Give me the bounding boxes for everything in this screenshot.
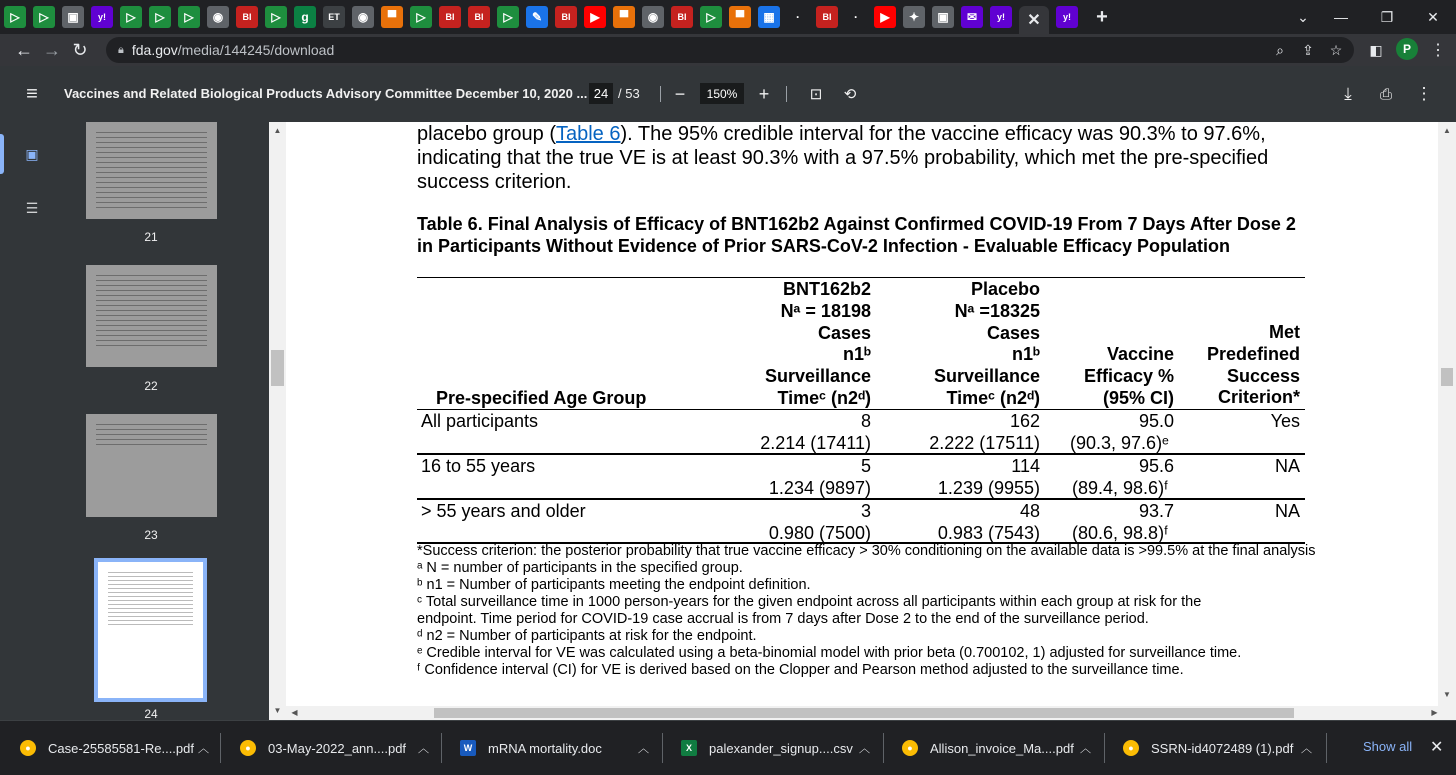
- tab-yahoo-icon[interactable]: y!: [990, 6, 1012, 28]
- pdf-more-icon[interactable]: ⋮: [1415, 84, 1433, 103]
- row-ci: (90.3, 97.6)ᵉ: [1070, 433, 1169, 453]
- row-ve: 95.6: [1138, 456, 1174, 476]
- chevron-up-icon[interactable]: ︿: [418, 743, 429, 755]
- header-plc-cases: Cases: [986, 322, 1040, 343]
- tab-bookmark-icon[interactable]: ▀: [613, 6, 635, 28]
- pdf-side-rail: [0, 122, 62, 720]
- row-met: NA: [1274, 456, 1300, 476]
- forward-icon[interactable]: →: [43, 39, 61, 60]
- tab-globe-icon[interactable]: ◉: [642, 6, 664, 28]
- row-bnt-cases: 5: [860, 456, 871, 476]
- row-plc-cases: 114: [1011, 456, 1040, 476]
- document-scrollbar[interactable]: [1438, 122, 1456, 706]
- header-met-1: Met: [1269, 322, 1300, 342]
- header-bnt-cases: Cases: [817, 322, 871, 343]
- header-bnt-time: Timeᶜ (n2ᵈ): [777, 387, 871, 408]
- header-age-group: Pre-specified Age Group: [436, 388, 647, 408]
- download-filename: Case-25585581-Re....pdf: [48, 740, 194, 756]
- new-tab-button[interactable]: +: [1096, 5, 1108, 28]
- intro-suffix: ). The 95% credible interval for the vaccine efficacy was 90.3% to 97.6%, indicating that the true VE is at least 90.3% with a 97.5% probability, which met the pre-specified success criterion.: [417, 123, 1269, 193]
- header-placebo: [904, 279, 1040, 410]
- download-shelf: [0, 720, 1456, 774]
- tab-strip: [0, 0, 1456, 34]
- row-group: All participants: [421, 411, 539, 431]
- profile-avatar[interactable]: P: [1396, 38, 1418, 60]
- download-filename: mRNA mortality.doc: [488, 740, 602, 756]
- pdf-page: [286, 122, 1438, 706]
- chevron-up-icon[interactable]: ︿: [1080, 743, 1091, 755]
- pdf-file-icon: ●: [240, 740, 256, 756]
- minimize-icon[interactable]: —: [1334, 9, 1348, 25]
- header-met-3: Success: [1226, 365, 1300, 386]
- toolbar-divider: [786, 86, 787, 102]
- lock-icon: 🔒︎: [118, 43, 124, 56]
- shelf-divider: [441, 733, 442, 763]
- print-icon[interactable]: ⎙: [1379, 85, 1392, 103]
- tab-bookmark-icon[interactable]: ▀: [729, 6, 751, 28]
- zoom-out-icon[interactable]: −: [674, 83, 686, 104]
- header-ve-1: Vaccine: [1106, 344, 1174, 364]
- tab-blank-icon[interactable]: ·: [845, 6, 867, 28]
- active-tab-close-icon[interactable]: ✕: [1019, 6, 1049, 34]
- url-host: fda.gov: [131, 42, 178, 58]
- side-panel-icon[interactable]: ◧: [1369, 41, 1383, 58]
- thumbnail-scrollbar[interactable]: [269, 122, 286, 720]
- footnote: *Success criterion: the posterior probability that true vaccine efficacy > 30% conditioning on the available data is >99.5% at the final analysis: [417, 543, 1316, 559]
- zoom-level-input[interactable]: 150%: [700, 83, 744, 104]
- outline-view-icon[interactable]: ☰: [25, 199, 39, 216]
- download-item[interactable]: [20, 721, 209, 775]
- download-filename: palexander_signup....csv: [709, 740, 853, 756]
- tab-globe-icon[interactable]: ◉: [207, 6, 229, 28]
- excel-file-icon: X: [681, 740, 697, 756]
- tab-g-icon[interactable]: g: [294, 6, 316, 28]
- row-bnt-cases: 3: [860, 501, 871, 521]
- table-caption: Table 6. Final Analysis of Efficacy of BNT162b2 Against Confirmed COVID-19 From 7 Days After Dose 2 in Participants Without Evidence of Prior SARS-CoV-2 Infection - Evaluable Efficacy Population: [417, 214, 1296, 256]
- download-filename: 03-May-2022_ann....pdf: [268, 740, 407, 756]
- row-ve: 93.7: [1138, 501, 1174, 521]
- pdf-file-icon: ●: [902, 740, 918, 756]
- tab-play-icon[interactable]: ▷: [4, 6, 26, 28]
- browser-toolbar: [0, 34, 1456, 66]
- thumbnail-label: 24: [144, 707, 158, 720]
- chevron-up-icon[interactable]: ︿: [1301, 743, 1312, 755]
- tab-youtube-icon[interactable]: ▶: [584, 6, 606, 28]
- thumbnail-page[interactable]: [86, 122, 217, 219]
- chevron-up-icon[interactable]: ︿: [859, 743, 870, 755]
- fit-page-icon[interactable]: ⊡: [809, 86, 823, 103]
- header-bnt: [735, 279, 871, 410]
- header-plc-n1: n1ᵇ: [1011, 344, 1040, 365]
- download-item[interactable]: [1123, 721, 1312, 775]
- chevron-up-icon[interactable]: ︿: [198, 743, 209, 755]
- close-window-icon[interactable]: ✕: [1427, 8, 1439, 25]
- intro-paragraph: [417, 122, 1317, 194]
- rotate-icon[interactable]: ⟲: [843, 86, 857, 103]
- share-icon[interactable]: ⇪: [1302, 41, 1314, 58]
- tab-yahoo-icon[interactable]: y!: [1056, 6, 1078, 28]
- tab-cup-icon[interactable]: ▦: [758, 6, 780, 28]
- tab-bi-icon[interactable]: BI: [816, 6, 838, 28]
- shelf-divider: [662, 733, 663, 763]
- tab-bi-icon[interactable]: BI: [555, 6, 577, 28]
- row-ci: (80.6, 98.8)ᶠ: [1072, 523, 1169, 543]
- scroll-down-arrow-icon[interactable]: ▼: [1443, 690, 1451, 699]
- tab-character-icon[interactable]: ✦: [903, 6, 925, 28]
- footnote: ᵈ n2 = Number of participants at risk for the endpoint.: [417, 628, 757, 644]
- scroll-up-arrow-icon[interactable]: ▲: [1443, 126, 1451, 135]
- toolbar-divider: [660, 86, 661, 102]
- thumbnail-page[interactable]: [86, 414, 217, 517]
- pdf-file-icon: ●: [20, 740, 36, 756]
- tab-play-icon[interactable]: ▷: [700, 6, 722, 28]
- reload-icon[interactable]: ↻: [72, 39, 88, 60]
- row-ve: 95.0: [1138, 411, 1174, 431]
- thumbnail-label: 23: [144, 528, 158, 542]
- page-total: / 53: [618, 86, 640, 101]
- close-shelf-icon[interactable]: ✕: [1430, 739, 1444, 756]
- chevron-up-icon[interactable]: ︿: [638, 743, 649, 755]
- row-plc-time: 0.983 (7543): [937, 523, 1040, 543]
- header-bnt-n: Nᵃ = 18198: [780, 300, 871, 321]
- word-file-icon: W: [460, 740, 476, 756]
- thumbnail-view-icon[interactable]: ▣: [25, 145, 39, 162]
- row-plc-time: 2.222 (17511): [929, 433, 1040, 453]
- tab-bi-icon[interactable]: BI: [671, 6, 693, 28]
- page-number-input[interactable]: 24: [589, 83, 613, 104]
- download-icon[interactable]: ⤓: [1344, 84, 1352, 103]
- table-top-rule: [417, 277, 1305, 278]
- browser-menu-icon[interactable]: ⋮: [1430, 42, 1446, 59]
- tab-bi-icon[interactable]: BI: [236, 6, 258, 28]
- restore-icon[interactable]: ❐: [1380, 8, 1394, 25]
- row-met: NA: [1274, 501, 1300, 521]
- row-bnt-cases: 8: [860, 411, 871, 431]
- pdf-toolbar: [0, 66, 1456, 122]
- row-group: > 55 years and older: [421, 501, 586, 521]
- tab-play-icon[interactable]: ▷: [497, 6, 519, 28]
- tab-play-icon[interactable]: ▷: [120, 6, 142, 28]
- thumbnail-pane: [62, 122, 269, 720]
- scroll-left-arrow-icon[interactable]: ◀: [291, 708, 298, 717]
- zoom-icon[interactable]: ⌕: [1276, 41, 1284, 58]
- header-bnt-name: BNT162b2: [782, 279, 871, 299]
- tab-play-icon[interactable]: ▷: [178, 6, 200, 28]
- thumbnail-page-current[interactable]: [94, 558, 207, 702]
- address-bar[interactable]: [106, 37, 1354, 63]
- thumbnail-page[interactable]: [86, 265, 217, 367]
- header-ve-2: Efficacy %: [1083, 365, 1174, 386]
- thumbnail-label: 21: [144, 230, 158, 244]
- shelf-divider: [883, 733, 884, 763]
- footnote: ᶠ Confidence interval (CI) for VE is derived based on the Clopper and Pearson method adjusted to the surveillance time.: [417, 662, 1184, 678]
- tab-play-icon[interactable]: ▷: [410, 6, 432, 28]
- show-all-button[interactable]: Show all: [1363, 739, 1413, 754]
- download-item[interactable]: [240, 721, 429, 775]
- tab-bi-icon[interactable]: BI: [439, 6, 461, 28]
- download-filename: SSRN-id4072489 (1).pdf: [1151, 740, 1294, 756]
- horizontal-scrollbar[interactable]: [286, 706, 1456, 720]
- download-filename: Allison_invoice_Ma....pdf: [930, 740, 1074, 756]
- thumbnail-label: 22: [144, 379, 158, 393]
- header-met-4: Criterion*: [1217, 387, 1300, 408]
- scroll-up-arrow-icon[interactable]: ▲: [273, 126, 282, 135]
- header-plc-time: Timeᶜ (n2ᵈ): [946, 387, 1040, 408]
- tab-play-icon[interactable]: ▷: [149, 6, 171, 28]
- row-ci: (89.4, 98.6)ᶠ: [1072, 478, 1169, 498]
- tab-play-icon[interactable]: ▷: [265, 6, 287, 28]
- url-path: /media/144245/download: [177, 42, 335, 58]
- scrollbar-thumb[interactable]: [271, 350, 284, 386]
- shelf-divider: [1104, 733, 1105, 763]
- pdf-file-icon: ●: [1123, 740, 1139, 756]
- bookmark-star-icon[interactable]: ☆: [1329, 41, 1343, 58]
- tab-mail-icon[interactable]: ▣: [62, 6, 84, 28]
- row-bnt-time: 1.234 (9897): [768, 478, 871, 498]
- tab-globe-icon[interactable]: ◉: [352, 6, 374, 28]
- back-icon[interactable]: ←: [15, 39, 33, 60]
- shelf-divider: [220, 733, 221, 763]
- download-item[interactable]: [902, 721, 1091, 775]
- footnote: ᵇ n1 = Number of participants meeting the endpoint definition.: [417, 577, 811, 593]
- tab-yahoo-mail-icon[interactable]: ✉: [961, 6, 983, 28]
- row-met: Yes: [1270, 411, 1300, 431]
- row-bnt-time: 0.980 (7500): [768, 523, 871, 543]
- shelf-divider: [1326, 733, 1327, 763]
- row-plc-time: 1.239 (9955): [937, 478, 1040, 498]
- hamburger-menu-icon[interactable]: ≡: [26, 82, 38, 105]
- footnote: ᵉ Credible interval for VE was calculated using a beta-binomial model with prior beta (0.700102, 1) adjusted for surveillance time.: [417, 645, 1242, 661]
- footnote: ᶜ Total surveillance time in 1000 person-years for the given endpoint across all participants within each group at risk for the endpoint. Time period for COVID-19 case accrual is from 7 days after Dose 2 to the end of the surveillance period.: [417, 594, 1202, 627]
- tab-et-icon[interactable]: ET: [323, 6, 345, 28]
- scrollbar-thumb[interactable]: [1441, 368, 1453, 386]
- zoom-in-icon[interactable]: +: [758, 83, 770, 104]
- header-bnt-surv: Surveillance: [764, 366, 871, 387]
- header-met: [1170, 322, 1300, 409]
- footnotes: [417, 543, 1317, 679]
- header-plc-n: Nᵃ =18325: [954, 300, 1040, 321]
- intro-prefix: placebo group (: [417, 123, 556, 145]
- header-bnt-n1: n1ᵇ: [842, 344, 871, 365]
- rail-selection-indicator: [0, 134, 4, 174]
- tab-yahoo-icon[interactable]: y!: [91, 6, 113, 28]
- row-plc-cases: 162: [1009, 411, 1040, 431]
- tab-bookmark-icon[interactable]: ▀: [381, 6, 403, 28]
- tab-youtube-icon[interactable]: ▶: [874, 6, 896, 28]
- row-plc-cases: 48: [1019, 501, 1040, 521]
- pdf-title: Vaccines and Related Biological Products Advisory Committee December 10, 2020 ...: [64, 86, 588, 101]
- tab-blank-icon[interactable]: ·: [787, 6, 809, 28]
- table-6-link[interactable]: Table 6: [555, 123, 621, 145]
- row-group: 16 to 55 years: [421, 456, 536, 476]
- row-bnt-time: 2.214 (17411): [760, 433, 871, 453]
- tab-mail-icon[interactable]: ▣: [932, 6, 954, 28]
- scroll-down-arrow-icon[interactable]: ▼: [273, 706, 282, 715]
- download-item[interactable]: [681, 721, 870, 775]
- header-ve: [1056, 344, 1174, 409]
- header-ve-3: (95% CI): [1102, 387, 1174, 408]
- header-met-2: Predefined: [1206, 343, 1300, 364]
- download-item[interactable]: [460, 721, 649, 775]
- header-plc-surv: Surveillance: [933, 366, 1040, 387]
- scrollbar-thumb[interactable]: [434, 708, 1294, 718]
- tab-bi-icon[interactable]: BI: [468, 6, 490, 28]
- scroll-right-arrow-icon[interactable]: ▶: [1431, 708, 1438, 717]
- footnote: ᵃ N = number of participants in the specified group.: [417, 560, 743, 576]
- tab-pen-icon[interactable]: ✎: [526, 6, 548, 28]
- tab-play-icon[interactable]: ▷: [33, 6, 55, 28]
- header-plc-name: Placebo: [970, 279, 1040, 299]
- tab-search-icon[interactable]: ⌄: [1297, 8, 1309, 25]
